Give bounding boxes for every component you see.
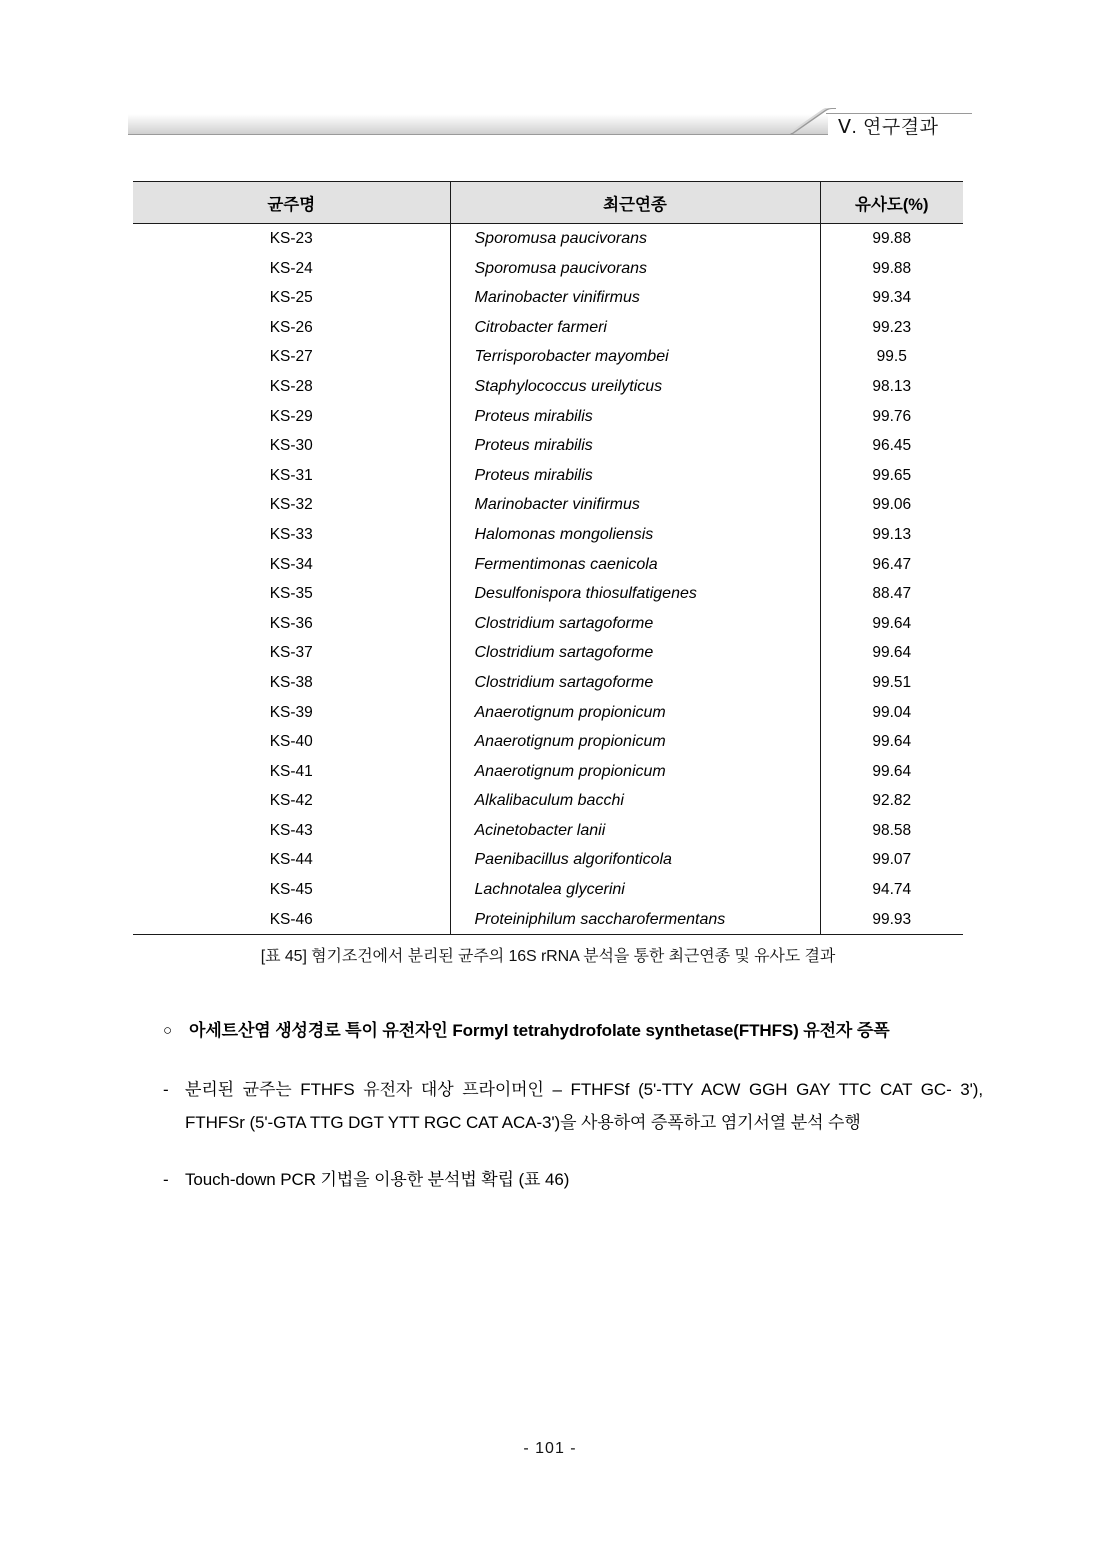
cell-closest-species: Alkalibaculum bacchi xyxy=(450,786,820,816)
cell-similarity: 96.45 xyxy=(872,437,912,455)
cell-strain-name: KS-41 xyxy=(133,757,450,787)
strain-similarity-table xyxy=(133,181,963,935)
cell-closest-species: Proteus mirabilis xyxy=(450,402,820,432)
table-row xyxy=(133,757,963,787)
cell-similarity: 99.76 xyxy=(872,407,912,425)
cell-closest-species: Clostridium sartagoforme xyxy=(450,668,820,698)
cell-strain-name: KS-42 xyxy=(133,786,450,816)
dash-bullet-icon: - xyxy=(163,1170,169,1189)
circle-bullet-icon: ○ xyxy=(163,1022,173,1039)
cell-strain-name: KS-37 xyxy=(133,638,450,668)
cell-closest-species: Paenibacillus algorifonticola xyxy=(450,845,820,875)
cell-strain-name: KS-40 xyxy=(133,727,450,757)
table-row xyxy=(133,845,963,875)
cell-closest-species: Halomonas mongoliensis xyxy=(450,520,820,550)
cell-closest-species: Proteiniphilum saccharofermentans xyxy=(450,905,820,935)
page-footer xyxy=(0,1440,1100,1458)
table-row xyxy=(133,372,963,402)
cell-strain-name: KS-34 xyxy=(133,550,450,580)
column-header-closest-species: 최근연종 xyxy=(450,182,820,224)
cell-similarity: 96.47 xyxy=(872,555,912,573)
list-item xyxy=(163,1073,983,1139)
table-row xyxy=(133,786,963,816)
cell-strain-name: KS-44 xyxy=(133,845,450,875)
cell-strain-name: KS-27 xyxy=(133,342,450,372)
table-row xyxy=(133,283,963,313)
cell-similarity: 98.13 xyxy=(872,377,912,395)
cell-similarity: 98.58 xyxy=(872,821,912,839)
cell-strain-name: KS-38 xyxy=(133,668,450,698)
cell-closest-species: Acinetobacter lanii xyxy=(450,816,820,846)
table-row xyxy=(133,431,963,461)
cell-closest-species: Clostridium sartagoforme xyxy=(450,638,820,668)
cell-strain-name: KS-45 xyxy=(133,875,450,905)
cell-similarity: 92.82 xyxy=(872,792,912,810)
cell-closest-species: Staphylococcus ureilyticus xyxy=(450,372,820,402)
column-header-similarity: 유사도(%) xyxy=(820,182,963,224)
cell-closest-species: Proteus mirabilis xyxy=(450,431,820,461)
column-header-strain: 균주명 xyxy=(133,182,450,224)
cell-similarity: 94.74 xyxy=(872,881,912,899)
cell-closest-species: Marinobacter vinifirmus xyxy=(450,283,820,313)
cell-closest-species: Anaerotignum propionicum xyxy=(450,727,820,757)
cell-closest-species: Desulfonispora thiosulfatigenes xyxy=(450,579,820,609)
table-row xyxy=(133,313,963,343)
table-caption: [표 45] 혐기조건에서 분리된 균주의 16S rRNA 분석을 통한 최근연종 및 유사도 결과 xyxy=(260,948,836,965)
cell-closest-species: Fermentimonas caenicola xyxy=(450,550,820,580)
cell-closest-species: Proteus mirabilis xyxy=(450,461,820,491)
cell-strain-name: KS-23 xyxy=(133,224,450,254)
cell-similarity: 99.34 xyxy=(872,289,912,307)
cell-similarity: 99.07 xyxy=(872,851,912,869)
table-row xyxy=(133,490,963,520)
table-row xyxy=(133,579,963,609)
list-item-text: 분리된 균주는 FTHFS 유전자 대상 프라이머인 – FTHFSf (5'-TTY ACW GGH GAY TTC CAT GC- 3'), FTHFSr (5'-GTA TTG DGT YTT RGC CAT ACA-3')을 사용하여 증폭하고 염기서열 분석 수행 xyxy=(185,1080,983,1132)
cell-strain-name: KS-46 xyxy=(133,905,450,935)
table-row xyxy=(133,875,963,905)
cell-similarity: 99.5 xyxy=(876,348,907,366)
cell-similarity: 99.65 xyxy=(872,466,912,484)
cell-strain-name: KS-33 xyxy=(133,520,450,550)
header-section-title: Ⅴ. 연구결과 xyxy=(838,117,939,138)
page-number: - 101 - xyxy=(523,1440,577,1457)
cell-closest-species: Terrisporobacter mayombei xyxy=(450,342,820,372)
table-row xyxy=(133,461,963,491)
table-header-row xyxy=(133,182,963,224)
table-row xyxy=(133,550,963,580)
cell-strain-name: KS-36 xyxy=(133,609,450,639)
cell-similarity: 99.88 xyxy=(872,230,912,247)
table-row xyxy=(133,816,963,846)
cell-similarity: 99.88 xyxy=(872,259,912,277)
table-row xyxy=(133,224,963,254)
cell-similarity: 99.64 xyxy=(872,644,912,662)
cell-strain-name: KS-25 xyxy=(133,283,450,313)
cell-strain-name: KS-32 xyxy=(133,490,450,520)
table-header-row-group xyxy=(133,182,963,224)
table-row xyxy=(133,727,963,757)
cell-strain-name: KS-35 xyxy=(133,579,450,609)
cell-closest-species: Citrobacter farmeri xyxy=(450,313,820,343)
cell-closest-species: Lachnotalea glycerini xyxy=(450,875,820,905)
cell-similarity: 99.64 xyxy=(872,733,912,751)
table-row xyxy=(133,520,963,550)
section-heading-fthfs xyxy=(163,1014,983,1047)
cell-similarity: 99.06 xyxy=(872,496,912,514)
table-row xyxy=(133,402,963,432)
list-item-text: Touch-down PCR 기법을 이용한 분석법 확립 (표 46) xyxy=(185,1170,570,1189)
cell-strain-name: KS-26 xyxy=(133,313,450,343)
list-item xyxy=(163,1163,983,1196)
cell-similarity: 88.47 xyxy=(872,585,912,603)
page-header xyxy=(0,104,1100,148)
content-block xyxy=(163,1014,983,1220)
cell-closest-species: Clostridium sartagoforme xyxy=(450,609,820,639)
header-gradient-bar xyxy=(128,114,828,135)
strain-similarity-table-container xyxy=(133,181,963,935)
section-heading-text: 아세트산염 생성경로 특이 유전자인 Formyl tetrahydrofolate synthetase(FTHFS) 유전자 증폭 xyxy=(189,1021,890,1040)
cell-strain-name: KS-24 xyxy=(133,254,450,284)
table-row xyxy=(133,698,963,728)
table-row xyxy=(133,609,963,639)
table-body xyxy=(133,224,963,935)
cell-closest-species: Sporomusa paucivorans xyxy=(450,224,820,254)
cell-closest-species: Marinobacter vinifirmus xyxy=(450,490,820,520)
table-row xyxy=(133,905,963,935)
cell-similarity: 99.13 xyxy=(872,525,912,543)
cell-similarity: 99.23 xyxy=(872,318,912,336)
cell-strain-name: KS-39 xyxy=(133,698,450,728)
table-row xyxy=(133,638,963,668)
cell-strain-name: KS-43 xyxy=(133,816,450,846)
cell-similarity: 99.04 xyxy=(872,703,912,721)
cell-closest-species: Sporomusa paucivorans xyxy=(450,254,820,284)
cell-similarity: 99.64 xyxy=(872,614,912,632)
cell-strain-name: KS-31 xyxy=(133,461,450,491)
cell-strain-name: KS-28 xyxy=(133,372,450,402)
table-row xyxy=(133,342,963,372)
cell-similarity: 99.64 xyxy=(872,762,912,780)
table-row xyxy=(133,668,963,698)
table-row xyxy=(133,254,963,284)
cell-similarity: 99.93 xyxy=(820,905,963,935)
cell-closest-species: Anaerotignum propionicum xyxy=(450,698,820,728)
dash-bullet-icon: - xyxy=(163,1080,169,1099)
cell-strain-name: KS-29 xyxy=(133,402,450,432)
cell-similarity: 99.51 xyxy=(872,673,912,691)
cell-strain-name: KS-30 xyxy=(133,431,450,461)
cell-closest-species: Anaerotignum propionicum xyxy=(450,757,820,787)
